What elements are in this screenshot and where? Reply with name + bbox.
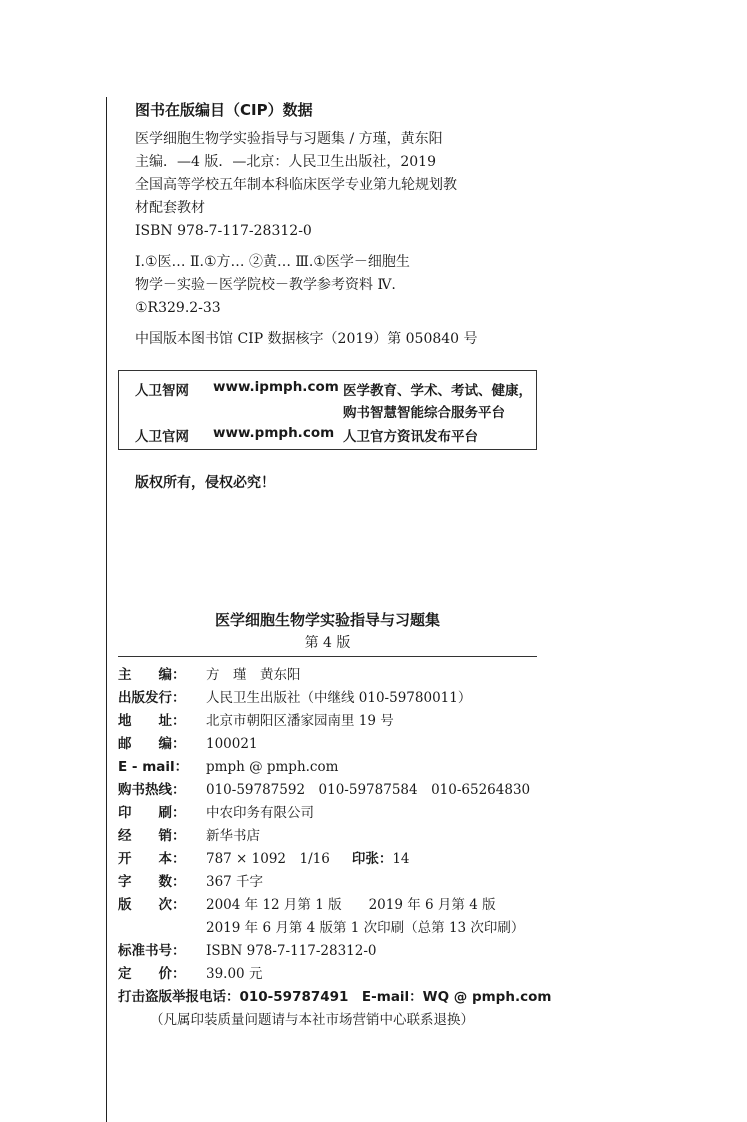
info-label: 出版发行：	[118, 690, 186, 706]
info-label: 主 编：	[118, 667, 186, 683]
info-row-piracy	[118, 986, 552, 1009]
info-label: E - mail：	[118, 759, 189, 775]
info-label: 经 销：	[118, 828, 186, 844]
website-url[interactable]: www.ipmph.com	[213, 379, 339, 395]
book-edition: 第 4 版	[304, 635, 351, 651]
info-label: 印 刷：	[118, 805, 186, 821]
cip-line: 医学细胞生物学实验指导与习题集 / 方瑾，黄东阳	[135, 131, 443, 147]
book-title: 医学细胞生物学实验指导与习题集	[214, 611, 440, 629]
cip-line: 中国版本图书馆 CIP 数据核字（2019）第 050840 号	[135, 331, 478, 347]
cip-line: ①R329.2-33	[135, 300, 221, 316]
info-label: 版 次：	[118, 897, 186, 913]
cip-line: Ⅰ.①医… Ⅱ.①方… ②黄… Ⅲ.①医学－细胞生	[135, 254, 410, 270]
info-label: 地 址：	[118, 713, 186, 729]
info-row-hotline	[118, 779, 548, 802]
cip-title: 图书在版编目（CIP）数据	[135, 101, 313, 119]
info-row-format	[118, 848, 548, 871]
divider	[118, 656, 537, 657]
info-value[interactable]: pmph @ pmph.com	[206, 759, 339, 775]
info-row-version-cont	[118, 917, 548, 940]
cip-block	[135, 98, 555, 351]
website-desc: 医学教育、学术、考试、健康，	[343, 383, 532, 399]
cip-line: 全国高等学校五年制本科临床医学专业第九轮规划教	[135, 177, 457, 193]
info-label: 字 数：	[118, 874, 186, 890]
info-value: 787 × 1092 1/16	[206, 851, 330, 867]
info-value: 人民卫生出版社（中继线 010-59780011）	[206, 690, 472, 706]
info-label: 开 本：	[118, 851, 186, 867]
info-value: 100021	[206, 736, 258, 752]
website-box	[118, 370, 537, 450]
info-row-publisher	[118, 687, 548, 710]
cip-line: 物学－实验－医学院校－教学参考资料 Ⅳ.	[135, 277, 396, 293]
info-label: 打击盗版举报电话：	[118, 989, 240, 1005]
info-value: 2004 年 12 月第 1 版 2019 年 6 月第 4 版	[206, 897, 496, 913]
website-name: 人卫官网	[135, 429, 189, 445]
info-note: （凡属印装质量问题请与本社市场营销中心联系退换）	[150, 1012, 474, 1028]
info-row-editor	[118, 664, 548, 687]
info-label: 邮 编：	[118, 736, 186, 752]
cip-line: ISBN 978-7-117-28312-0	[135, 223, 312, 239]
info-row-address	[118, 710, 548, 733]
info-row-note	[118, 1009, 548, 1032]
cip-line: 主编．—4 版．—北京：人民卫生出版社，2019	[135, 154, 436, 170]
info-label: 印张：	[351, 851, 393, 867]
info-value: 010-59787491 E-mail：WQ @ pmph.com	[239, 989, 552, 1005]
website-desc: 人卫官方资讯发布平台	[343, 429, 478, 445]
info-row-isbn	[118, 940, 548, 963]
cip-line: 材配套教材	[135, 200, 205, 216]
info-value: ISBN 978-7-117-28312-0	[206, 943, 377, 959]
info-row-version	[118, 894, 548, 917]
info-value: 方 瑾 黄东阳	[206, 667, 301, 683]
website-desc: 购书智慧智能综合服务平台	[343, 405, 505, 421]
info-value: 中农印务有限公司	[206, 805, 314, 821]
info-row-distributor	[118, 825, 548, 848]
info-row-price	[118, 963, 548, 986]
margin-rule	[106, 97, 107, 1122]
info-label: 购书热线：	[118, 782, 186, 798]
info-value: 14	[392, 851, 410, 867]
info-row-email	[118, 756, 548, 779]
info-value: 新华书店	[206, 828, 260, 844]
website-name: 人卫智网	[135, 383, 189, 399]
info-label: 标准书号：	[118, 943, 186, 959]
info-row-words	[118, 871, 548, 894]
info-row-postcode	[118, 733, 548, 756]
info-label: 定 价：	[118, 966, 186, 982]
publication-info	[118, 664, 552, 1032]
info-value: 2019 年 6 月第 4 版第 1 次印刷（总第 13 次印刷）	[206, 920, 525, 936]
website-url[interactable]: www.pmph.com	[213, 425, 335, 441]
info-value: 367 千字	[206, 874, 264, 890]
info-value: 010-59787592 010-59787584 010-65264830	[206, 782, 531, 798]
info-value: 北京市朝阳区潘家园南里 19 号	[206, 713, 394, 729]
info-row-print	[118, 802, 548, 825]
copyright-notice: 版权所有，侵权必究！	[135, 475, 275, 491]
info-value: 39.00 元	[206, 966, 263, 982]
